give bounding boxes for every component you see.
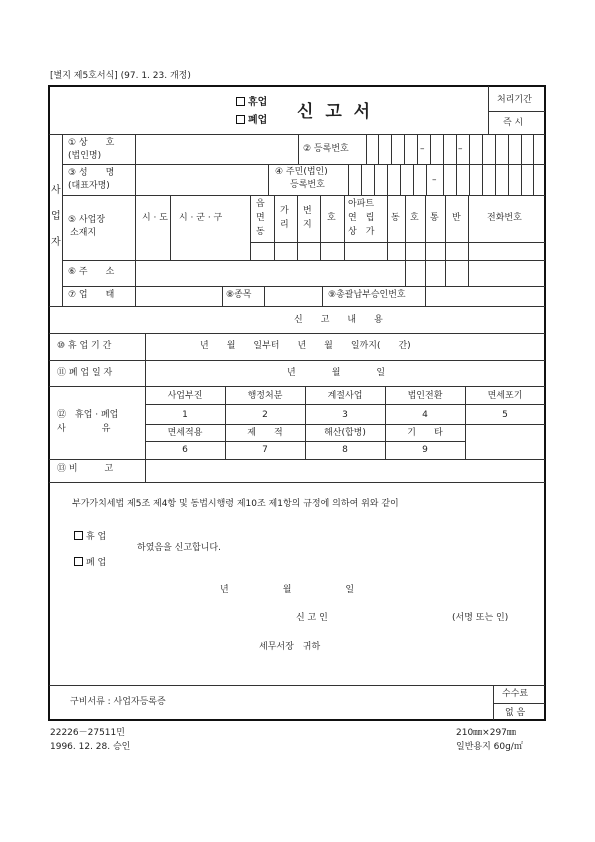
checkbox-icon[interactable] (74, 531, 83, 540)
divider (49, 459, 545, 460)
divider (344, 195, 345, 260)
reason-8-num: 8 (342, 445, 348, 455)
form-code: 22226－27511민 (50, 728, 125, 738)
trade-name-sublabel: (법인명) (68, 151, 102, 161)
closure-date-label: ⑪ 폐 업 일 자 (57, 368, 113, 378)
address-label-2: 소재지 (70, 228, 97, 238)
reason-3-label: 계절사업 (327, 391, 363, 401)
divider (264, 286, 265, 306)
side-label-3: 자 (51, 237, 61, 248)
name-sublabel: (대표자명) (68, 181, 110, 191)
divider (298, 134, 299, 164)
divider (145, 404, 545, 405)
declaration-statement-2: 하였음을 신고합니다. (137, 543, 221, 553)
divider (521, 164, 522, 195)
divider (445, 260, 446, 286)
suspension-period-label: ⑩ 휴 업 기 간 (57, 341, 112, 351)
divider (361, 164, 362, 195)
divider (430, 134, 431, 164)
title-option-suspend (236, 97, 267, 108)
item-label: ⑧종목 (226, 290, 252, 300)
trade-name-label: ① 상 호 (68, 138, 115, 148)
reason-5-label: 면세포기 (487, 391, 523, 401)
divider (443, 164, 444, 195)
divider (49, 306, 545, 307)
reason-label-2: 사 유 (57, 424, 111, 434)
divider (456, 134, 457, 164)
reason-8-label: 해산(합병) (324, 428, 366, 438)
divider (405, 195, 406, 260)
report-section-header: 신 고 내 용 (294, 315, 383, 325)
divider (145, 424, 545, 425)
divider (425, 195, 426, 260)
page-title: 신 고 서 (297, 102, 374, 122)
divider (49, 482, 545, 483)
col-sigungu: 시 · 군 · 구 (179, 213, 223, 223)
divider (250, 242, 545, 243)
divider (322, 286, 323, 306)
reason-5-num: 5 (502, 410, 508, 420)
divider (469, 134, 470, 164)
option-close-label: 폐 업 (86, 558, 107, 568)
reason-2-label: 행정처분 (247, 391, 283, 401)
reason-1-label: 사업부진 (167, 391, 203, 401)
col-eup-2: 면 (256, 213, 265, 223)
title-option-close-label: 폐업 (248, 115, 268, 126)
reason-7-num: 7 (262, 445, 268, 455)
signature-label: (서명 또는 인) (452, 613, 509, 623)
reason-4-label: 법인전환 (407, 391, 443, 401)
divider (533, 134, 534, 164)
col-gari-2: 리 (280, 220, 289, 230)
col-ban: 반 (452, 213, 461, 223)
reason-9-label: 기 타 (407, 428, 443, 438)
divider (468, 195, 469, 260)
fee-value: 없 음 (505, 708, 526, 718)
checkbox-icon[interactable] (236, 115, 245, 124)
divider (508, 164, 509, 195)
name-label: ③ 성 명 (68, 168, 115, 178)
reason-4-num: 4 (422, 410, 428, 420)
divider (268, 164, 269, 195)
divider (508, 134, 509, 164)
address-label: ⑤ 사업장 (68, 215, 106, 225)
checkbox-icon[interactable] (236, 97, 245, 106)
divider (297, 195, 298, 260)
reporter-label: 신 고 인 (296, 613, 328, 623)
option-close (74, 557, 106, 568)
divider (49, 386, 545, 387)
divider (493, 703, 545, 704)
side-label-2: 업 (51, 211, 61, 222)
divider (456, 164, 457, 195)
divider (468, 260, 469, 286)
side-label-1: 사 (51, 185, 61, 196)
divider (469, 164, 470, 195)
divider (495, 134, 496, 164)
title-option-suspend-label: 휴업 (248, 97, 268, 108)
divider (49, 333, 545, 334)
divider (145, 333, 146, 483)
divider (417, 134, 418, 164)
divider (170, 195, 171, 260)
approval-no-label: ⑨총괄납부승인번호 (328, 290, 406, 300)
col-apt-2: 연 립 (348, 213, 375, 223)
col-phone: 전화번호 (487, 213, 522, 223)
divider (391, 134, 392, 164)
divider (482, 164, 483, 195)
col-beonji-2: 지 (303, 220, 312, 230)
reason-6-label: 면세적용 (167, 428, 203, 438)
col-ho-2: 호 (410, 213, 419, 223)
residence-label: ⑥ 주 소 (68, 267, 115, 277)
remarks-label: ⑬ 비 고 (57, 464, 114, 474)
reason-3-num: 3 (342, 410, 348, 420)
option-suspend (74, 531, 106, 542)
divider (445, 195, 446, 260)
reason-1-num: 1 (182, 410, 188, 420)
declaration-statement: 부가가치세법 제5조 제4항 및 동법시행령 제10조 제1항의 규정에 의하여 위와 같이 (72, 499, 399, 509)
col-beonji-1: 번 (303, 206, 312, 216)
id-dash: – (432, 175, 437, 185)
divider (425, 260, 426, 286)
col-gari-1: 가 (280, 206, 289, 216)
divider (387, 195, 388, 260)
divider (495, 164, 496, 195)
divider (533, 164, 534, 195)
checkbox-icon[interactable] (74, 557, 83, 566)
divider (378, 134, 379, 164)
form-header-note: [별지 제5호서식] (97. 1. 23. 개정) (50, 71, 191, 81)
divider (49, 134, 545, 135)
divider (413, 164, 414, 195)
id-label-2: 등록번호 (290, 180, 325, 190)
divider (443, 134, 444, 164)
col-apt-1: 아파트 (348, 199, 375, 209)
divider (348, 164, 349, 195)
col-apt-3: 상 가 (348, 227, 375, 237)
required-documents: 구비서류 : 사업자등록증 (70, 697, 166, 707)
reason-label: ⑫ 휴업 · 폐업 (57, 410, 119, 420)
divider (426, 164, 427, 195)
col-ho: 호 (327, 213, 336, 223)
divider (405, 260, 406, 286)
reason-9-num: 9 (422, 445, 428, 455)
approval-date: 1996. 12. 28. 승인 (50, 742, 131, 752)
col-tong: 통 (430, 213, 439, 223)
paper-weight: 일반용지 60g/㎡ (456, 742, 523, 752)
processing-period-label: 처리기간 (497, 95, 532, 105)
divider (320, 195, 321, 260)
addressee: 세무서장 귀하 (259, 642, 321, 652)
paper-size: 210㎜×297㎜ (456, 728, 516, 738)
divider (488, 86, 489, 134)
reg-no-dash: – (420, 144, 425, 154)
divider (425, 286, 426, 306)
declaration-date: 년 월 일 (220, 585, 355, 595)
reason-7-label: 제 적 (247, 428, 283, 438)
divider (135, 134, 136, 306)
divider (49, 685, 545, 686)
divider (488, 111, 545, 112)
id-label: ④ 주민(법인) (275, 167, 328, 177)
divider (482, 134, 483, 164)
reg-no-label: ② 등록번호 (303, 144, 349, 154)
suspension-period-value: 년 월 일부터 년 월 일까지( 간) (200, 341, 411, 351)
processing-period-value: 즉 시 (503, 118, 524, 128)
reason-6-num: 6 (182, 445, 188, 455)
divider (521, 134, 522, 164)
option-suspend-label: 휴 업 (86, 532, 107, 542)
divider (374, 164, 375, 195)
reg-no-dash: – (458, 144, 463, 154)
col-sido: 시 · 도 (142, 213, 168, 223)
divider (400, 164, 401, 195)
divider (62, 134, 63, 306)
business-type-label: ⑦ 업 태 (68, 290, 115, 300)
fee-label: 수수료 (502, 689, 529, 699)
divider (274, 195, 275, 260)
divider (222, 286, 223, 306)
col-dong: 동 (391, 213, 400, 223)
col-eup-1: 읍 (256, 199, 265, 209)
divider (49, 360, 545, 361)
divider (404, 134, 405, 164)
divider (250, 195, 251, 260)
reason-2-num: 2 (262, 410, 268, 420)
divider (366, 134, 367, 164)
col-eup-3: 동 (256, 227, 265, 237)
closure-date-value: 년 월 일 (287, 368, 386, 378)
title-option-close (236, 115, 267, 126)
divider (387, 164, 388, 195)
